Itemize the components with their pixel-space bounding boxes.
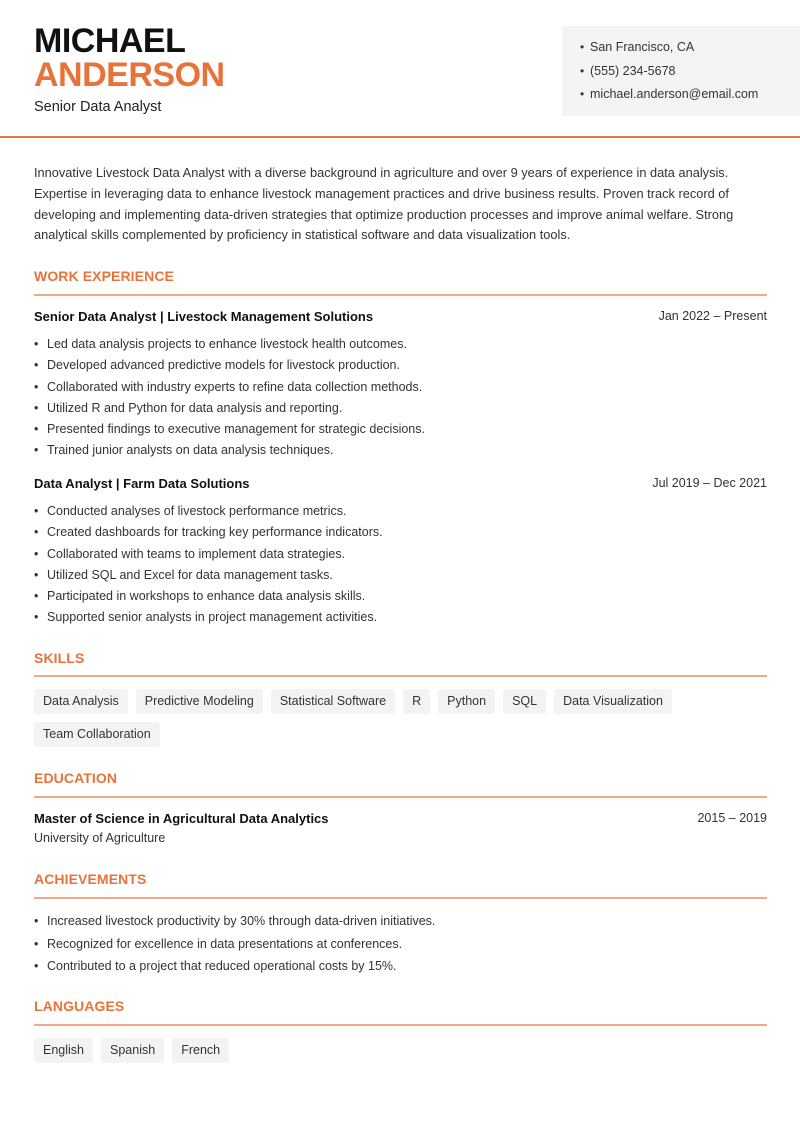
skill-tag: Python bbox=[438, 689, 495, 714]
bullet-text: Supported senior analysts in project management activities. bbox=[47, 610, 378, 625]
bullet-text: Conducted analyses of livestock performance metrics. bbox=[47, 504, 347, 518]
list-item bbox=[34, 336, 767, 357]
language-tag: English bbox=[34, 1038, 93, 1063]
location-text: San Francisco, CA bbox=[590, 40, 695, 54]
job-bullets bbox=[34, 336, 767, 464]
bullet-icon: • bbox=[34, 422, 39, 437]
skill-tag: Statistical Software bbox=[271, 689, 395, 714]
bullet-icon: • bbox=[580, 87, 585, 101]
skill-tag: Predictive Modeling bbox=[136, 689, 263, 714]
job-dates: Jul 2019 – Dec 2021 bbox=[652, 476, 767, 490]
first-name: MICHAEL bbox=[34, 22, 186, 60]
resume-header bbox=[0, 0, 800, 138]
bullet-icon: • bbox=[34, 914, 39, 928]
bullet-icon: • bbox=[34, 443, 39, 458]
bullet-text: Utilized SQL and Excel for data management tasks. bbox=[47, 567, 333, 582]
contact-phone bbox=[580, 63, 800, 87]
bullet-icon: • bbox=[34, 936, 39, 951]
list-item bbox=[34, 503, 767, 524]
section-title-education: EDUCATION bbox=[34, 770, 118, 786]
list-item bbox=[34, 442, 767, 463]
degree-name: Master of Science in Agricultural Data Analytics bbox=[34, 811, 329, 826]
bullet-icon: • bbox=[34, 379, 39, 394]
list-item bbox=[34, 400, 767, 421]
skill-tag: Team Collaboration bbox=[34, 722, 160, 747]
contact-box bbox=[562, 26, 800, 116]
section-divider bbox=[34, 294, 767, 296]
contact-location bbox=[580, 39, 800, 63]
bullet-icon: • bbox=[580, 63, 585, 78]
bullet-icon: • bbox=[34, 567, 39, 582]
job-dates: Jan 2022 – Present bbox=[658, 309, 767, 323]
bullet-icon: • bbox=[34, 959, 39, 973]
bullet-text: Increased livestock productivity by 30% through data-driven initiatives. bbox=[47, 914, 436, 928]
list-item bbox=[34, 913, 767, 936]
list-item bbox=[34, 357, 767, 378]
bullet-text: Contributed to a project that reduced operational costs by 15%. bbox=[47, 959, 397, 973]
job-title: Senior Data Analyst bbox=[34, 99, 162, 115]
section-divider bbox=[34, 796, 767, 798]
list-item bbox=[34, 567, 767, 588]
list-item bbox=[34, 609, 767, 630]
languages-list bbox=[34, 1038, 774, 1063]
bullet-text: Created dashboards for tracking key performance indicators. bbox=[47, 525, 383, 540]
job-role: Senior Data Analyst | Livestock Management Solutions bbox=[34, 309, 374, 324]
bullet-icon: • bbox=[580, 40, 585, 54]
job-header bbox=[34, 309, 767, 324]
section-divider bbox=[34, 675, 767, 677]
job-header bbox=[34, 476, 767, 491]
list-item bbox=[34, 379, 767, 400]
list-item bbox=[34, 588, 767, 609]
skill-tag: SQL bbox=[503, 689, 546, 714]
last-name: ANDERSON bbox=[34, 56, 225, 94]
skill-tag: Data Analysis bbox=[34, 689, 128, 714]
list-item bbox=[34, 958, 767, 981]
bullet-text: Participated in workshops to enhance data analysis skills. bbox=[47, 589, 366, 604]
bullet-text: Presented findings to executive management for strategic decisions. bbox=[47, 422, 425, 437]
bullet-text: Collaborated with teams to implement data strategies. bbox=[47, 546, 346, 561]
bullet-icon: • bbox=[34, 400, 39, 415]
phone-text: (555) 234-5678 bbox=[590, 63, 676, 78]
professional-summary: Innovative Livestock Data Analyst with a diverse background in agriculture and over 9 years of experience in data analysis. Expertise in leveraging data to enhance livestock management practices and drive business results. Proven track record of developing and implementing data-driven strategies that optimize production processes and improve animal welfare. Strong analytical skills complemented by proficiency in statistical software and data visualization tools. bbox=[34, 165, 734, 243]
section-title-work-experience: WORK EXPERIENCE bbox=[34, 268, 174, 284]
bullet-icon: • bbox=[34, 504, 39, 518]
bullet-icon: • bbox=[34, 525, 39, 540]
language-tag: French bbox=[172, 1038, 229, 1063]
bullet-text: Utilized R and Python for data analysis and reporting. bbox=[47, 400, 343, 415]
section-title-skills: SKILLS bbox=[34, 650, 85, 666]
skills-list bbox=[34, 689, 774, 747]
list-item bbox=[34, 546, 767, 567]
education-dates: 2015 – 2019 bbox=[697, 811, 767, 825]
section-divider bbox=[34, 1024, 767, 1026]
bullet-text: Collaborated with industry experts to refine data collection methods. bbox=[47, 379, 423, 394]
bullet-text: Developed advanced predictive models for livestock production. bbox=[47, 358, 400, 373]
list-item bbox=[34, 936, 767, 959]
bullet-icon: • bbox=[34, 546, 39, 561]
bullet-text: Led data analysis projects to enhance livestock health outcomes. bbox=[47, 337, 407, 351]
section-divider bbox=[34, 897, 767, 899]
email-text: michael.anderson@email.com bbox=[590, 87, 759, 101]
education-header bbox=[34, 811, 767, 826]
list-item bbox=[34, 524, 767, 545]
list-item bbox=[34, 421, 767, 442]
job-role: Data Analyst | Farm Data Solutions bbox=[34, 476, 250, 491]
language-tag: Spanish bbox=[101, 1038, 164, 1063]
skill-tag: Data Visualization bbox=[554, 689, 672, 714]
contact-email bbox=[580, 86, 800, 110]
bullet-icon: • bbox=[34, 610, 39, 625]
bullet-text: Trained junior analysts on data analysis techniques. bbox=[47, 443, 334, 458]
skill-tag: R bbox=[403, 689, 430, 714]
bullet-icon: • bbox=[34, 589, 39, 604]
achievements-list bbox=[34, 913, 767, 981]
bullet-icon: • bbox=[34, 337, 39, 351]
bullet-text: Recognized for excellence in data presentations at conferences. bbox=[47, 936, 403, 951]
school-name: University of Agriculture bbox=[34, 831, 166, 845]
section-title-languages: LANGUAGES bbox=[34, 998, 125, 1014]
bullet-icon: • bbox=[34, 358, 39, 373]
job-bullets bbox=[34, 503, 767, 631]
section-title-achievements: ACHIEVEMENTS bbox=[34, 871, 147, 887]
